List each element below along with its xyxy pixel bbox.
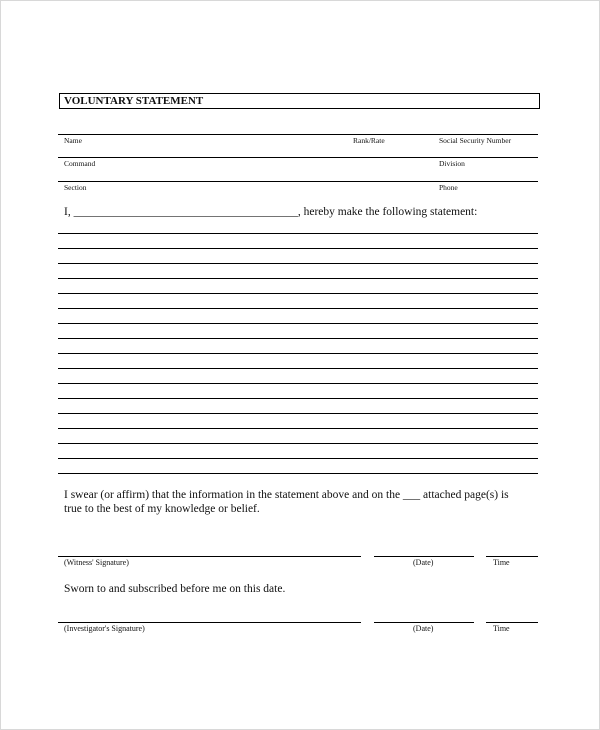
investigator-signature-line[interactable]: [58, 622, 361, 623]
command-label: Command: [64, 159, 96, 168]
header-line-3: [58, 181, 538, 182]
division-label: Division: [439, 159, 465, 168]
statement-line[interactable]: [58, 338, 538, 339]
phone-label: Phone: [439, 183, 458, 192]
sworn-text: Sworn to and subscribed before me on this date.: [64, 583, 286, 595]
section-label: Section: [64, 183, 87, 192]
statement-line[interactable]: [58, 323, 538, 324]
statement-line[interactable]: [58, 413, 538, 414]
statement-line[interactable]: [58, 473, 538, 474]
statement-line[interactable]: [58, 383, 538, 384]
statement-line[interactable]: [58, 278, 538, 279]
statement-line[interactable]: [58, 248, 538, 249]
header-line-1: [58, 134, 538, 135]
investigator-time-label: Time: [493, 624, 510, 633]
witness-signature-label: (Witness' Signature): [64, 558, 129, 567]
investigator-date-label: (Date): [413, 624, 434, 633]
witness-time-line[interactable]: [486, 556, 538, 557]
witness-date-label: (Date): [413, 558, 434, 567]
statement-suffix: , hereby make the following statement:: [297, 206, 478, 218]
name-label: Name: [64, 136, 82, 145]
statement-line[interactable]: [58, 233, 538, 234]
witness-signature-line[interactable]: [58, 556, 361, 557]
oath-line-1: I swear (or affirm) that the information in the statement above and on the ___ attached page(s) is: [64, 489, 509, 501]
witness-time-label: Time: [493, 558, 510, 567]
statement-prefix: I,: [64, 206, 71, 218]
investigator-time-line[interactable]: [486, 622, 538, 623]
statement-intro: [64, 205, 477, 219]
statement-name-blank[interactable]: _______________________________________: [73, 206, 298, 218]
statement-line[interactable]: [58, 308, 538, 309]
statement-line[interactable]: [58, 398, 538, 399]
statement-line[interactable]: [58, 428, 538, 429]
investigator-signature-label: (Investigator's Signature): [64, 624, 145, 633]
rank-rate-label: Rank/Rate: [353, 136, 385, 145]
statement-line[interactable]: [58, 368, 538, 369]
investigator-date-line[interactable]: [374, 622, 474, 623]
ssn-label: Social Security Number: [439, 136, 512, 145]
statement-line[interactable]: [58, 458, 538, 459]
form-title: VOLUNTARY STATEMENT: [59, 93, 540, 109]
statement-line[interactable]: [58, 443, 538, 444]
statement-line[interactable]: [58, 293, 538, 294]
oath-line-2: true to the best of my knowledge or belief.: [64, 503, 260, 515]
statement-line[interactable]: [58, 353, 538, 354]
statement-line[interactable]: [58, 263, 538, 264]
header-line-2: [58, 157, 538, 158]
witness-date-line[interactable]: [374, 556, 474, 557]
